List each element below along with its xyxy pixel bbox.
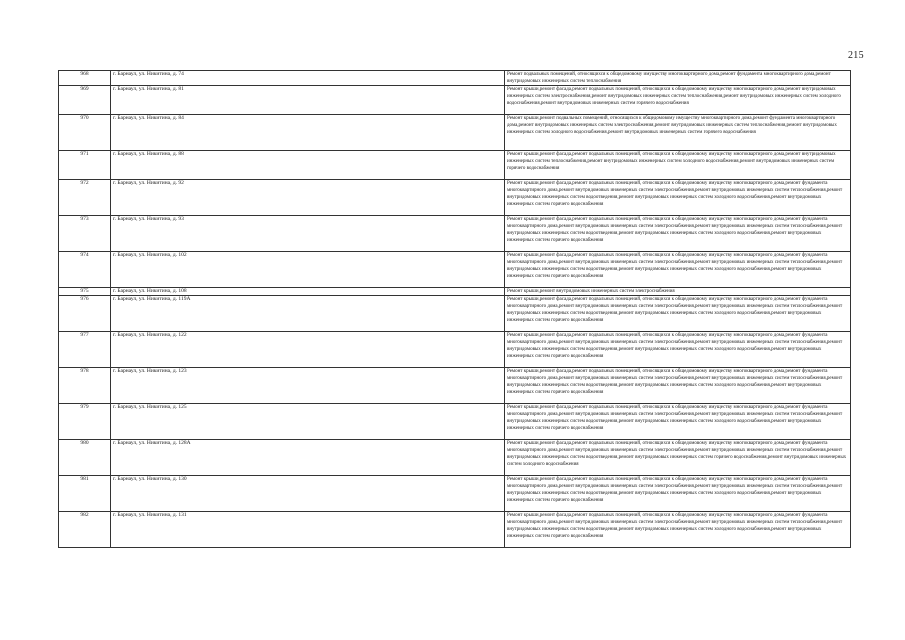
address-cell: г. Барнаул, ул. Никитина, д. 130	[111, 476, 505, 512]
table-row	[59, 151, 851, 180]
works-cell: Ремонт крыши,ремонт фасада,ремонт подвальных помещений, относящихся к общедомовому имуществу многоквартирного дома,ремонт фундамента многоквартирного дома,ремонт внутридомовых инженерных систем электроснабжения,ремонт внутридомовых инженерных систем теплоснабжения,ремонт внутридомовых инженерных систем водоотведения,ремонт внутридомовых инженерных систем холодного водоснабжения,ремонт внутридомовых инженерных систем горячего водоснабжения	[505, 296, 851, 332]
table-row	[59, 368, 851, 404]
row-number: 978	[59, 368, 111, 404]
works-cell: Ремонт крыши,ремонт фасада,ремонт подвальных помещений, относящихся к общедомовому имуществу многоквартирного дома,ремонт фундамента многоквартирного дома,ремонт внутридомовых инженерных систем электроснабжения,ремонт внутридомовых инженерных систем теплоснабжения,ремонт внутридомовых инженерных систем водоотведения,ремонт внутридомовых инженерных систем холодного водоснабжения,ремонт внутридомовых инженерных систем горячего водоснабжения	[505, 252, 851, 288]
address-cell: г. Барнаул, ул. Никитина, д. 119А	[111, 296, 505, 332]
row-number: 975	[59, 288, 111, 296]
address-cell: г. Барнаул, ул. Никитина, д. 88	[111, 151, 505, 180]
address-cell: г. Барнаул, ул. Никитина, д. 92	[111, 180, 505, 216]
works-register-body	[59, 71, 851, 548]
row-number: 980	[59, 440, 111, 476]
row-number: 979	[59, 404, 111, 440]
row-number: 976	[59, 296, 111, 332]
page-number: 215	[848, 50, 864, 61]
works-cell: Ремонт крыши,ремонт фасада,ремонт подвальных помещений, относящихся к общедомовому имуществу многоквартирного дома,ремонт фундамента многоквартирного дома,ремонт внутридомовых инженерных систем электроснабжения,ремонт внутридомовых инженерных систем теплоснабжения,ремонт внутридомовых инженерных систем водоотведения,ремонт внутридомовых инженерных систем холодного водоснабжения,ремонт внутридомовых инженерных систем горячего водоснабжения	[505, 512, 851, 548]
table-row	[59, 71, 851, 86]
table-row	[59, 404, 851, 440]
table-row	[59, 216, 851, 252]
table-row	[59, 296, 851, 332]
works-cell: Ремонт крыши,ремонт подвальных помещений, относящихся к общедомовому имуществу многоквартирного дома,ремонт фундамента многоквартирного дома,ремонт внутридомовых инженерных систем электроснабжения,ремонт внутридомовых инженерных систем теплоснабжения,ремонт внутридомовых инженерных систем холодного водоснабжения,ремонт внутридомовых инженерных систем горячего водоснабжения	[505, 115, 851, 151]
works-cell: Ремонт крыши,ремонт фасада,ремонт подвальных помещений, относящихся к общедомовому имуществу многоквартирного дома,ремонт фундамента многоквартирного дома,ремонт внутридомовых инженерных систем электроснабжения,ремонт внутридомовых инженерных систем теплоснабжения,ремонт внутридомовых инженерных систем водоотведения,ремонт внутридомовых инженерных систем горячего водоснабжения,ремонт внутридомовых инженерных систем холодного водоснабжения	[505, 440, 851, 476]
table-row	[59, 440, 851, 476]
works-cell: Ремонт крыши,ремонт фасада,ремонт подвальных помещений, относящихся к общедомовому имуществу многоквартирного дома,ремонт внутридомовых инженерных систем электроснабжения,ремонт внутридомовых инженерных систем теплоснабжения,ремонт внутридомовых инженерных систем холодного водоснабжения,ремонт внутридомовых инженерных систем горячего водоснабжения	[505, 86, 851, 115]
address-cell: г. Барнаул, ул. Никитина, д. 74	[111, 71, 505, 86]
row-number: 971	[59, 151, 111, 180]
works-cell: Ремонт крыши,ремонт фасада,ремонт подвальных помещений, относящихся к общедомовому имуществу многоквартирного дома,ремонт фундамента многоквартирного дома,ремонт внутридомовых инженерных систем электроснабжения,ремонт внутридомовых инженерных систем теплоснабжения,ремонт внутридомовых инженерных систем водоотведения,ремонт внутридомовых инженерных систем холодного водоснабжения,ремонт внутридомовых инженерных систем горячего водоснабжения	[505, 476, 851, 512]
works-cell: Ремонт крыши,ремонт фасада,ремонт подвальных помещений, относящихся к общедомовому имуществу многоквартирного дома,ремонт внутридомовых инженерных систем теплоснабжения,ремонт внутридомовых инженерных систем холодного водоснабжения,ремонт внутридомовых инженерных систем горячего водоснабжения	[505, 151, 851, 180]
table-row	[59, 288, 851, 296]
address-cell: г. Барнаул, ул. Никитина, д. 122	[111, 332, 505, 368]
row-number: 968	[59, 71, 111, 86]
works-cell: Ремонт крыши,ремонт фасада,ремонт подвальных помещений, относящихся к общедомовому имуществу многоквартирного дома,ремонт фундамента многоквартирного дома,ремонт внутридомовых инженерных систем электроснабжения,ремонт внутридомовых инженерных систем теплоснабжения,ремонт внутридомовых инженерных систем водоотведения,ремонт внутридомовых инженерных систем холодного водоснабжения,ремонт внутридомовых инженерных систем горячего водоснабжения	[505, 180, 851, 216]
works-cell: Ремонт подвальных помещений, относящихся к общедомовому имуществу многоквартирного дома,ремонт фундамента многоквартирного дома,ремонт внутридомовых инженерных систем теплоснабжения	[505, 71, 851, 86]
row-number: 973	[59, 216, 111, 252]
row-number: 977	[59, 332, 111, 368]
table-row	[59, 180, 851, 216]
address-cell: г. Барнаул, ул. Никитина, д. 93	[111, 216, 505, 252]
table-row	[59, 476, 851, 512]
address-cell: г. Барнаул, ул. Никитина, д. 108	[111, 288, 505, 296]
works-cell: Ремонт крыши,ремонт фасада,ремонт подвальных помещений, относящихся к общедомовому имуществу многоквартирного дома,ремонт фундамента многоквартирного дома,ремонт внутридомовых инженерных систем электроснабжения,ремонт внутридомовых инженерных систем теплоснабжения,ремонт внутридомовых инженерных систем водоотведения,ремонт внутридомовых инженерных систем холодного водоснабжения,ремонт внутридомовых инженерных систем горячего водоснабжения	[505, 368, 851, 404]
address-cell: г. Барнаул, ул. Никитина, д. 125	[111, 404, 505, 440]
address-cell: г. Барнаул, ул. Никитина, д. 131	[111, 512, 505, 548]
address-cell: г. Барнаул, ул. Никитина, д. 128А	[111, 440, 505, 476]
row-number: 982	[59, 512, 111, 548]
works-cell: Ремонт крыши,ремонт фасада,ремонт подвальных помещений, относящихся к общедомовому имуществу многоквартирного дома,ремонт фундамента многоквартирного дома,ремонт внутридомовых инженерных систем электроснабжения,ремонт внутридомовых инженерных систем теплоснабжения,ремонт внутридомовых инженерных систем водоотведения,ремонт внутридомовых инженерных систем холодного водоснабжения,ремонт внутридомовых инженерных систем горячего водоснабжения	[505, 332, 851, 368]
row-number: 969	[59, 86, 111, 115]
works-cell: Ремонт крыши,ремонт фасада,ремонт подвальных помещений, относящихся к общедомовому имуществу многоквартирного дома,ремонт фундамента многоквартирного дома,ремонт внутридомовых инженерных систем электроснабжения,ремонт внутридомовых инженерных систем теплоснабжения,ремонт внутридомовых инженерных систем водоотведения,ремонт внутридомовых инженерных систем холодного водоснабжения,ремонт внутридомовых инженерных систем горячего водоснабжения	[505, 404, 851, 440]
works-cell: Ремонт крыши,ремонт фасада,ремонт подвальных помещений, относящихся к общедомовому имуществу многоквартирного дома,ремонт фундамента многоквартирного дома,ремонт внутридомовых инженерных систем электроснабжения,ремонт внутридомовых инженерных систем теплоснабжения,ремонт внутридомовых инженерных систем водоотведения,ремонт внутридомовых инженерных систем холодного водоснабжения,ремонт внутридомовых инженерных систем горячего водоснабжения	[505, 216, 851, 252]
works-cell: Ремонт крыши,ремонт внутридомовых инженерных систем электроснабжения	[505, 288, 851, 296]
table-row	[59, 115, 851, 151]
address-cell: г. Барнаул, ул. Никитина, д. 123	[111, 368, 505, 404]
works-register-table	[58, 70, 851, 548]
row-number: 970	[59, 115, 111, 151]
row-number: 981	[59, 476, 111, 512]
table-row	[59, 512, 851, 548]
table-row	[59, 332, 851, 368]
address-cell: г. Барнаул, ул. Никитина, д. 81	[111, 86, 505, 115]
address-cell: г. Барнаул, ул. Никитина, д. 102	[111, 252, 505, 288]
address-cell: г. Барнаул, ул. Никитина, д. 84	[111, 115, 505, 151]
row-number: 972	[59, 180, 111, 216]
row-number: 974	[59, 252, 111, 288]
table-row	[59, 86, 851, 115]
table-row	[59, 252, 851, 288]
